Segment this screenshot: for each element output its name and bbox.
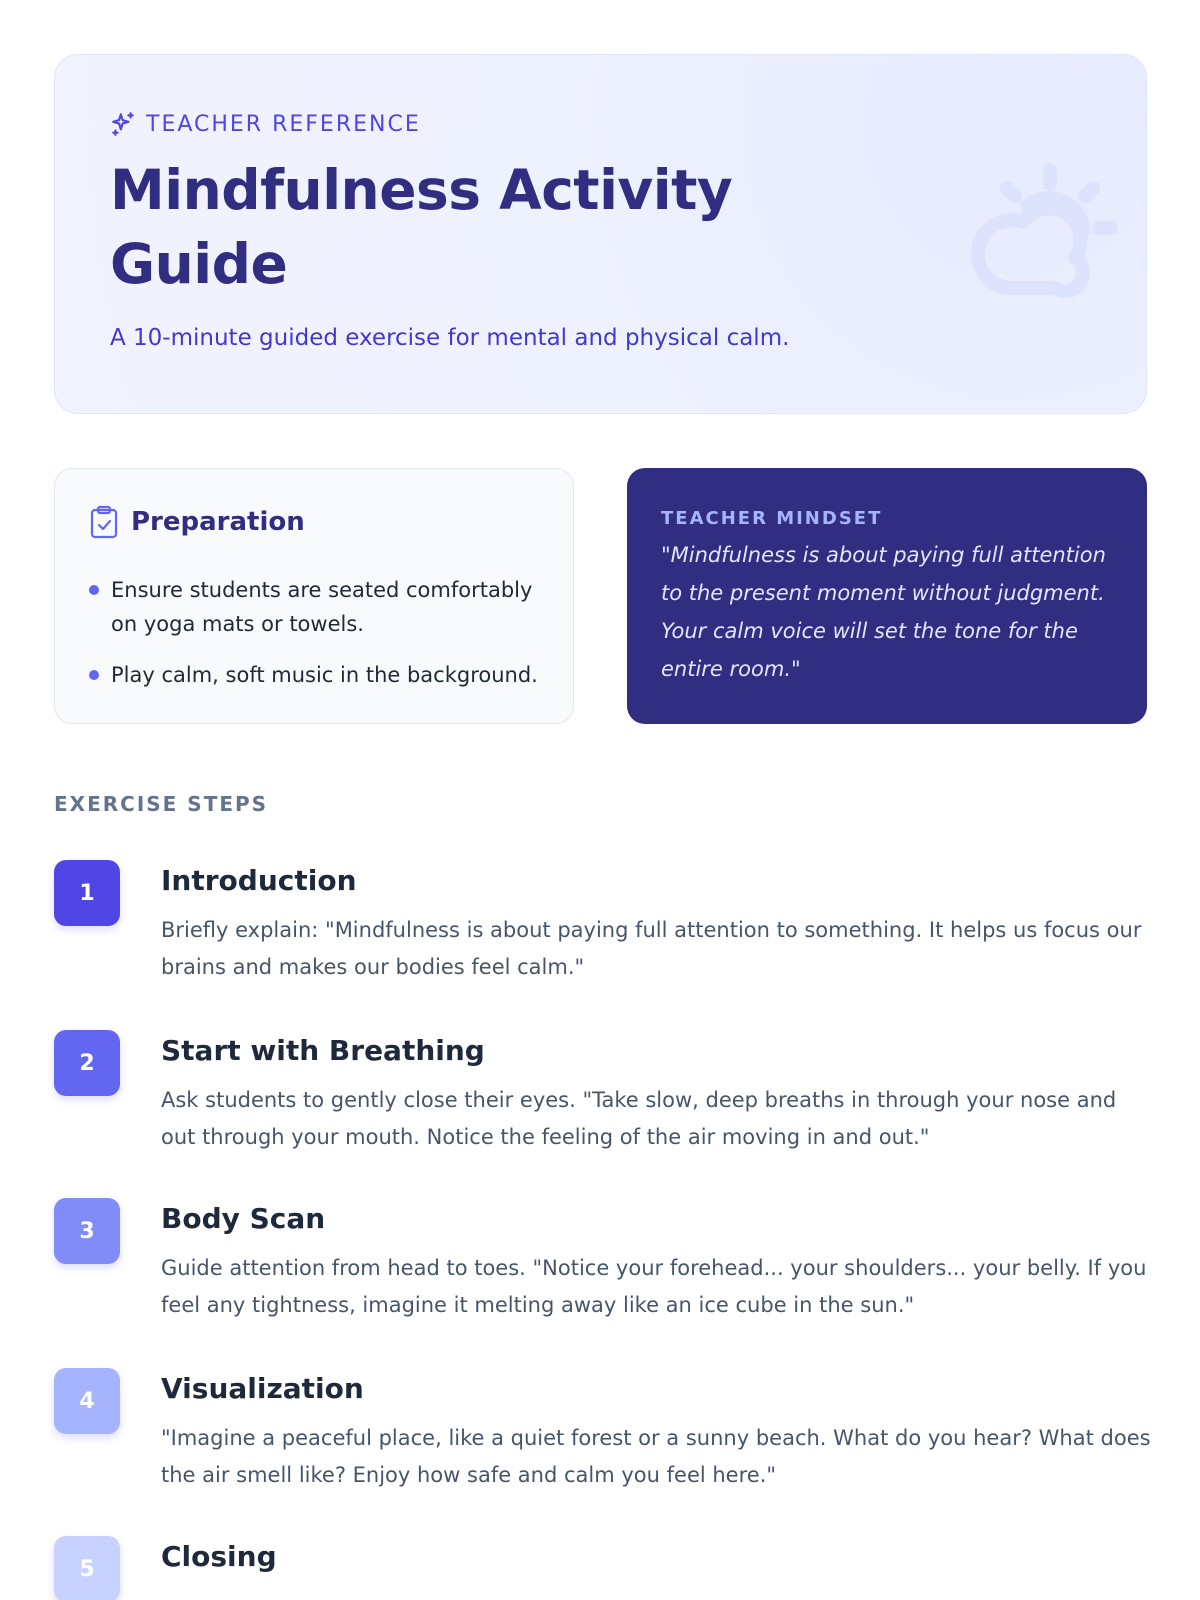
- mindset-label: TEACHER MINDSET: [661, 508, 883, 529]
- sparkles-icon: [110, 111, 136, 137]
- preparation-item-text: Play calm, soft music in the background.: [111, 663, 538, 687]
- preparation-list: [89, 573, 549, 709]
- preparation-item: [89, 658, 549, 692]
- header-eyebrow: [110, 111, 421, 137]
- bullet-icon: [89, 585, 99, 595]
- step-number-badge: 3: [54, 1198, 120, 1264]
- section-heading-steps: EXERCISE STEPS: [54, 792, 269, 816]
- preparation-header: [89, 505, 305, 539]
- page-title: Mindfulness Activity Guide: [110, 158, 733, 296]
- step-description: Guide attention from head to toes. "Notice your forehead... your shoulders... your belly. If you feel any tightness, imagine it melting away like an ice cube in the sun.": [161, 1256, 1147, 1317]
- step-number-badge: 5: [54, 1536, 120, 1600]
- preparation-item-text: Ensure students are seated comfortably on yoga mats or towels.: [111, 578, 533, 636]
- teacher-mindset-card: [627, 468, 1147, 724]
- bullet-icon: [89, 670, 99, 680]
- step-description: "Imagine a peaceful place, like a quiet forest or a sunny beach. What do you hear? What does the air smell like? Enjoy how safe and calm you feel here.": [161, 1426, 1151, 1487]
- cloud-sun-icon: [935, 160, 1125, 320]
- step-number-badge: 4: [54, 1368, 120, 1434]
- header-banner: [54, 54, 1147, 414]
- page-subtitle: A 10-minute guided exercise for mental and physical calm.: [110, 325, 790, 351]
- step-title: Visualization: [161, 1372, 364, 1405]
- step-title: Closing: [161, 1540, 277, 1573]
- preparation-title: Preparation: [131, 507, 305, 537]
- step-title: Start with Breathing: [161, 1034, 485, 1067]
- step-title: Body Scan: [161, 1202, 326, 1235]
- preparation-item: [89, 573, 549, 641]
- mindset-quote: "Mindfulness is about paying full attention to the present moment without judgment. Your calm voice will set the tone for the entire room.": [661, 543, 1106, 681]
- step-number-badge: 2: [54, 1030, 120, 1096]
- step-description: Ask students to gently close their eyes. "Take slow, deep breaths in through your nose and out through your mouth. Notice the feeling of the air moving in and out.": [161, 1088, 1117, 1149]
- step-number-badge: 1: [54, 860, 120, 926]
- preparation-card: [54, 468, 574, 724]
- step-title: Introduction: [161, 864, 357, 897]
- header-eyebrow-label: TEACHER REFERENCE: [146, 111, 421, 137]
- step-description: Briefly explain: "Mindfulness is about paying full attention to something. It helps us focus our brains and makes our bodies feel calm.": [161, 918, 1142, 979]
- clipboard-check-icon: [89, 505, 119, 539]
